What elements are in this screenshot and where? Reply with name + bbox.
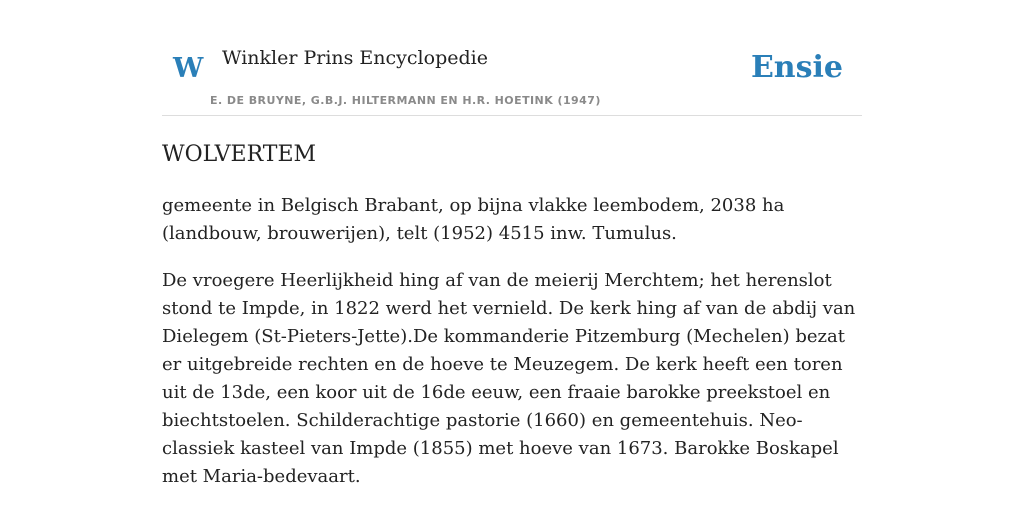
entry-body: [162, 192, 862, 510]
entry-paragraph: gemeente in Belgisch Brabant, op bijna vlakke leembodem, 2038 ha (landbouw, brouwerijen), telt (1952) 4515 inw. Tumulus.: [162, 195, 785, 244]
encyclopedia-title-link[interactable]: Winkler Prins Encyclopedie: [222, 47, 488, 69]
encyclopedia-logo[interactable]: W: [173, 53, 204, 84]
page: [162, 0, 862, 487]
ensie-logo-link[interactable]: Ensie: [750, 50, 843, 85]
encyclopedia-authors: E. DE BRUYNE, G.B.J. HILTERMANN EN H.R. HOETINK (1947): [210, 94, 601, 107]
source-header: [162, 0, 862, 116]
entry-title: WOLVERTEM: [162, 142, 317, 167]
entry-paragraph: De vroegere Heerlijkheid hing af van de meierij Merchtem; het herenslot stond te Impde, in 1822 werd het vernield. De kerk hing af van de abdij van Dielegem (St-Pieters-Jette).De kommanderie Pitzemburg (Mechelen) bezat er uitgebreide rechten en de hoeve te Meuzegem. De kerk heeft een toren uit de 13de, een koor uit de 16de eeuw, een fraaie barokke preekstoel en biechtstoelen. Schilderachtige pastorie (1660) en gemeentehuis. Neo-classiek kasteel van Impde (1855) met hoeve van 1673. Barokke Boskapel met Maria-bedevaart.: [162, 270, 856, 487]
